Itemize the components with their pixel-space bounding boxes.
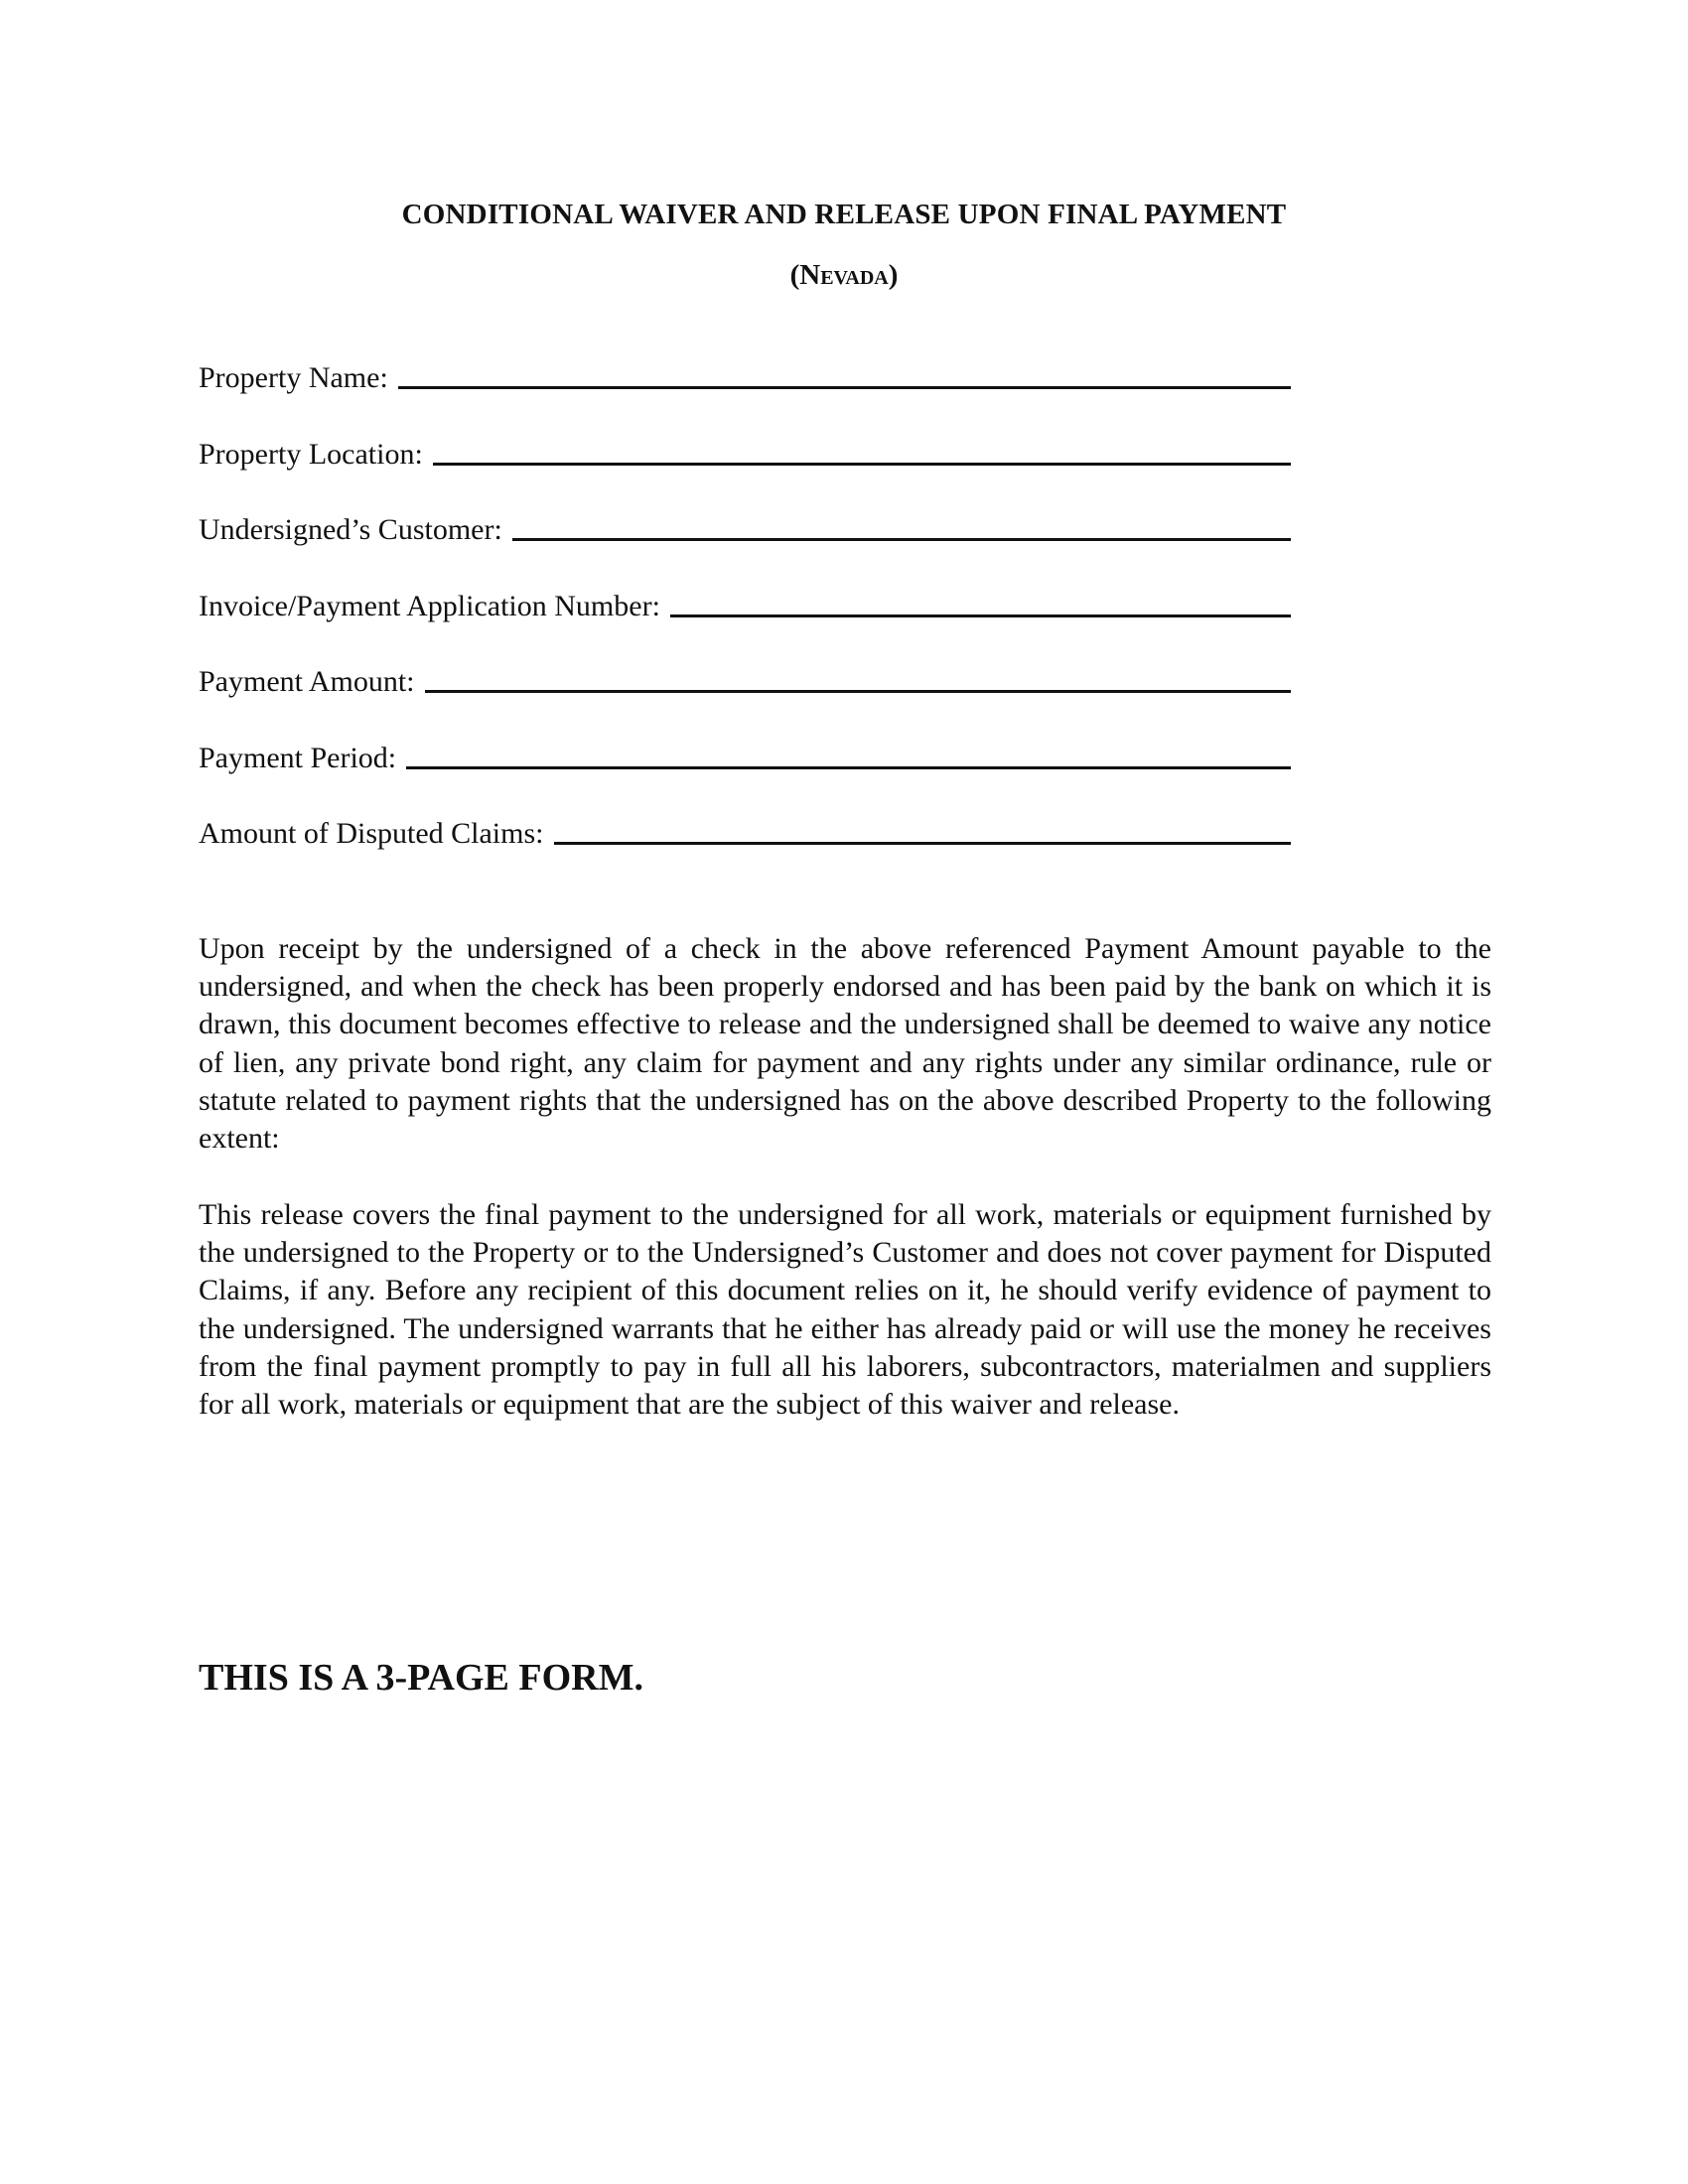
field-payment-period [199,736,1291,775]
undersigned-customer-line[interactable] [512,537,1291,541]
release-conditions-paragraph: Upon receipt by the undersigned of a check in the above referenced Payment Amount payable to the undersigned, and when the check has been properly endorsed and has been paid by the bank on which it is drawn, this document becomes effective to release and the undersigned shall be deemed to waive any notice of lien, any private bond right, any claim for payment and any rights under any similar ordinance, rule or statute related to payment rights that the undersigned has on the above described Property to the following extent: [199,932,1491,1156]
invoice-number-line[interactable] [670,614,1291,617]
field-property-name [199,355,1291,395]
field-payment-amount [199,659,1291,699]
payment-period-line[interactable] [406,765,1291,769]
field-label: Property Location: [199,437,423,471]
field-label: Property Name: [199,361,388,394]
field-property-location [199,432,1291,472]
document-title: CONDITIONAL WAIVER AND RELEASE UPON FINAL PAYMENT [401,199,1287,230]
field-invoice-number [199,584,1291,623]
form-fields [199,355,1291,887]
property-location-line[interactable] [433,462,1291,466]
field-label: Undersigned’s Customer: [199,513,502,546]
payment-amount-line[interactable] [425,689,1292,693]
field-label: Invoice/Payment Application Number: [199,589,660,622]
field-disputed-claims [199,811,1291,851]
field-undersigned-customer [199,507,1291,547]
page-count-notice: THIS IS A 3-PAGE FORM. [199,1657,643,1699]
release-coverage-paragraph: This release covers the final payment to the undersigned for all work, materials or equipment furnished by the undersigned to the Property or to the Undersigned’s Customer and does not cover payment for Disputed Claims, if any. Before any recipient of this document relies on it, he should verify evidence of payment to the undersigned. The undersigned warrants that he either has already paid or will use the money he receives from the final payment promptly to pay in full all his laborers, subcontractors, materialmen and suppliers for all work, materials or equipment that are the subject of this waiver and release. [199,1198,1491,1422]
document-subtitle: (Nevada) [789,259,899,291]
field-label: Amount of Disputed Claims: [199,817,544,850]
field-label: Payment Period: [199,741,397,774]
property-name-line[interactable] [398,385,1291,389]
field-label: Payment Amount: [199,665,415,698]
disputed-claims-line[interactable] [554,841,1292,845]
